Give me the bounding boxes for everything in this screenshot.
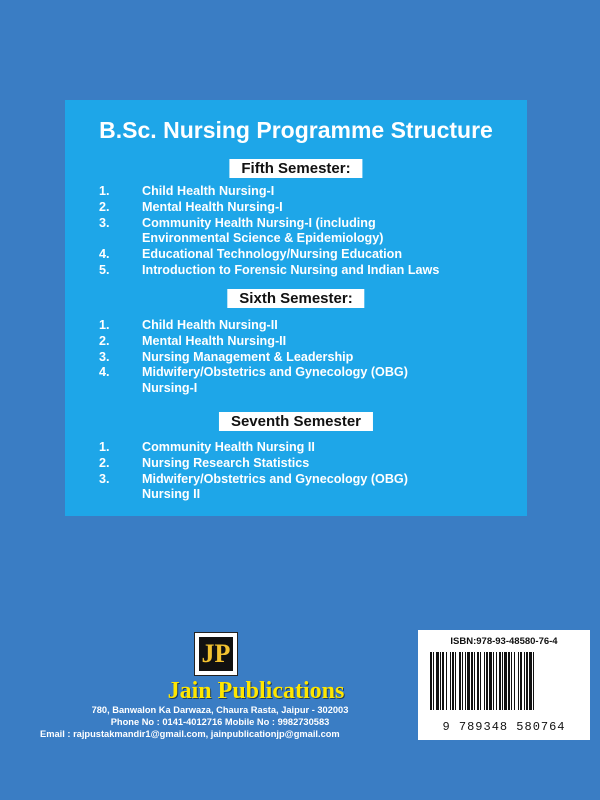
barcode-digits: 9 789348 580764	[442, 720, 566, 734]
list-item	[99, 247, 509, 263]
barcode-bar	[462, 652, 463, 710]
item-number: 5.	[99, 262, 110, 277]
item-text: Environmental Science & Epidemiology)	[142, 231, 384, 246]
barcode-bar	[477, 652, 479, 710]
item-number: 3.	[99, 215, 110, 230]
item-number: 3.	[99, 349, 110, 364]
item-number: 1.	[99, 440, 110, 454]
item-text: Community Health Nursing-I (including	[142, 215, 376, 230]
barcode-bar	[504, 652, 507, 710]
barcode-bar	[520, 652, 522, 710]
item-text: Educational Technology/Nursing Education	[142, 247, 403, 262]
barcode-bar	[440, 652, 441, 710]
publisher-address: 780, Banwalon Ka Darwaza, Chaura Rasta, Jaipur - 302003	[91, 705, 349, 715]
item-number: 4.	[99, 247, 110, 262]
item-number: 1.	[99, 318, 110, 332]
list-item	[99, 216, 509, 232]
publisher-logo	[194, 632, 238, 676]
fifth-semester-heading: Fifth Semester:	[229, 159, 362, 178]
logo-letters: JP	[199, 637, 233, 671]
publisher-name: Jain Publications	[167, 678, 345, 704]
list-item	[99, 200, 509, 216]
item-text: Community Health Nursing II	[142, 440, 315, 454]
barcode-bar	[433, 652, 434, 710]
item-text: Child Health Nursing-II	[142, 318, 278, 332]
publisher-phone: Phone No : 0141-4012716 Mobile No : 9982730583	[110, 717, 330, 727]
barcode-bar	[508, 652, 510, 710]
barcode-bar	[499, 652, 501, 710]
barcode-bar	[526, 652, 528, 710]
item-text: Child Health Nursing-I	[142, 184, 275, 198]
barcode-bar	[471, 652, 473, 710]
barcode-bar	[446, 652, 447, 710]
publisher-email: Email : rajpustakmandir1@gmail.com, jainpublicationjp@gmail.com	[40, 729, 340, 739]
item-text: Midwifery/Obstetrics and Gynecology (OBG)	[142, 471, 408, 486]
fifth-semester-list	[99, 184, 509, 279]
list-item	[99, 456, 509, 472]
barcode-bar	[518, 652, 519, 710]
syllabus-panel	[65, 100, 527, 516]
barcode-bar	[442, 652, 444, 710]
item-number: 1.	[99, 184, 110, 198]
barcode-bar	[450, 652, 451, 710]
seventh-semester-heading: Seventh Semester	[219, 412, 373, 431]
isbn-label: ISBN:978-93-48580-76-4	[450, 636, 558, 647]
list-item-continued	[99, 231, 509, 247]
seventh-semester-list	[99, 440, 509, 503]
item-text: Nursing Management & Leadership	[142, 349, 354, 364]
item-text: Introduction to Forensic Nursing and Indian Laws	[142, 262, 440, 277]
list-item	[99, 263, 509, 279]
barcode-bar	[489, 652, 492, 710]
item-number: 3.	[99, 471, 110, 486]
barcode-bar	[529, 652, 532, 710]
barcode-bar	[493, 652, 494, 710]
list-item	[99, 350, 509, 366]
list-item	[99, 334, 509, 350]
barcode-bar	[452, 652, 454, 710]
item-text: Midwifery/Obstetrics and Gynecology (OBG)	[142, 365, 408, 380]
sixth-semester-list	[99, 318, 509, 397]
barcode-bar	[480, 652, 481, 710]
item-text: Nursing II	[142, 487, 201, 502]
barcode-icon	[428, 652, 580, 720]
page-title: B.Sc. Nursing Programme Structure	[99, 117, 493, 143]
barcode-bar	[486, 652, 488, 710]
item-text: Mental Health Nursing-II	[142, 333, 287, 348]
barcode-bar	[459, 652, 461, 710]
list-item-continued	[99, 381, 509, 397]
list-item	[99, 440, 509, 456]
barcode-bar	[436, 652, 439, 710]
item-number: 2.	[99, 455, 110, 470]
barcode-bar	[502, 652, 503, 710]
list-item	[99, 184, 509, 200]
item-number: 2.	[99, 199, 110, 214]
barcode-bar	[514, 652, 515, 710]
list-item	[99, 365, 509, 381]
sixth-semester-heading: Sixth Semester:	[227, 289, 364, 308]
barcode-bar	[467, 652, 470, 710]
barcode-bar	[455, 652, 456, 710]
item-number: 2.	[99, 333, 110, 348]
list-item	[99, 318, 509, 334]
list-item-continued	[99, 487, 509, 503]
item-number: 4.	[99, 365, 110, 380]
barcode-bar	[511, 652, 512, 710]
barcode-box	[418, 630, 590, 740]
barcode-bar	[484, 652, 485, 710]
list-item	[99, 472, 509, 488]
barcode-bar	[533, 652, 534, 710]
barcode-bar	[474, 652, 475, 710]
item-text: Nursing Research Statistics	[142, 455, 310, 470]
item-text: Nursing-I	[142, 381, 198, 396]
barcode-bar	[430, 652, 432, 710]
item-text: Mental Health Nursing-I	[142, 199, 283, 214]
barcode-bar	[465, 652, 466, 710]
barcode-bar	[496, 652, 497, 710]
barcode-bar	[524, 652, 525, 710]
